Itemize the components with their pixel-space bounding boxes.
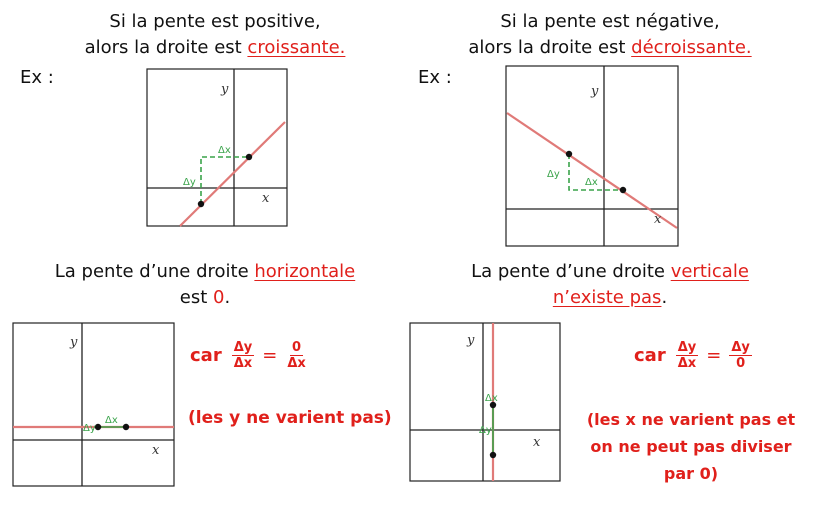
positive-title-prefix: alors la droite est xyxy=(84,37,248,58)
negative-slope-graph xyxy=(505,65,679,248)
horizontal-note: (les y ne varient pas) xyxy=(188,408,392,428)
horizontal-title-line1 xyxy=(20,260,390,284)
vertical-note xyxy=(572,406,810,487)
positive-example-label: Ex : xyxy=(20,67,54,88)
positive-title-line1: Si la pente est positive, xyxy=(109,11,321,32)
delta-x-label: Δx xyxy=(585,177,598,188)
vertical-period: . xyxy=(661,287,668,308)
x-axis-label: x xyxy=(533,435,541,450)
vertical-line-graph xyxy=(409,322,561,483)
y-axis-label: y xyxy=(467,333,475,348)
delta-y-label: Δy xyxy=(479,425,492,436)
x-axis-label: x xyxy=(152,443,160,458)
point-b xyxy=(123,424,129,430)
vertical-title-line1 xyxy=(430,260,790,284)
formula-lhs-den: Δx xyxy=(677,356,697,371)
vertical-note-line1: (les x ne varient pas et xyxy=(586,410,796,429)
horizontal-line-graph xyxy=(12,322,175,487)
delta-x-label: Δx xyxy=(105,415,118,426)
formula-rhs-num: 0 xyxy=(292,340,302,355)
formula-rhs xyxy=(729,340,752,371)
vertical-note-line3: par 0) xyxy=(663,464,719,483)
horizontal-keyword: horizontale xyxy=(254,261,356,282)
delta-y-label: Δy xyxy=(183,177,196,188)
horizontal-title-prefix: La pente d’une droite xyxy=(54,261,255,282)
point-b xyxy=(490,452,496,458)
positive-keyword: croissante. xyxy=(247,37,346,58)
horizontal-zero: 0 xyxy=(213,287,225,308)
x-axis-label: x xyxy=(654,212,662,227)
horizontal-formula xyxy=(190,340,310,371)
horizontal-title-line2 xyxy=(20,286,390,310)
negative-title-line2 xyxy=(455,36,765,60)
point-a xyxy=(198,201,204,207)
point-b xyxy=(246,154,252,160)
vertical-formula xyxy=(634,340,754,371)
vertical-title-prefix: La pente d’une droite xyxy=(471,261,671,282)
graph-frame xyxy=(13,323,174,486)
point-b xyxy=(620,187,626,193)
vertical-title-line2 xyxy=(430,286,790,310)
vertical-note-line2: on ne peut pas diviser xyxy=(590,437,792,456)
formula-rhs-den: Δx xyxy=(287,356,306,371)
delta-x-label: Δx xyxy=(218,145,231,156)
negative-title-line1: Si la pente est négative, xyxy=(500,11,720,32)
y-axis-label: y xyxy=(221,82,229,97)
formula-car: car xyxy=(634,345,666,366)
point-a xyxy=(566,151,572,157)
y-axis-label: y xyxy=(591,84,599,99)
y-axis-label: y xyxy=(70,335,78,350)
delta-y-label: Δy xyxy=(83,423,96,434)
negative-keyword: décroissante. xyxy=(631,37,752,58)
negative-example-label: Ex : xyxy=(418,67,452,88)
negative-title-prefix: alors la droite est xyxy=(468,37,632,58)
vertical-not-exist: n’existe pas xyxy=(552,287,662,308)
formula-lhs xyxy=(232,340,255,371)
vertical-keyword: verticale xyxy=(670,261,749,282)
x-axis-label: x xyxy=(262,191,270,206)
formula-lhs-num: Δy xyxy=(233,340,253,355)
formula-lhs-den: Δx xyxy=(233,356,253,371)
formula-rhs xyxy=(285,340,307,371)
formula-equals: = xyxy=(706,345,722,366)
delta-y-label: Δy xyxy=(547,169,560,180)
formula-rhs-num: Δy xyxy=(731,340,750,355)
formula-equals: = xyxy=(262,345,278,366)
positive-slope-graph xyxy=(146,68,288,228)
formula-car: car xyxy=(190,345,222,366)
formula-lhs xyxy=(676,340,699,371)
formula-rhs-den: 0 xyxy=(736,356,746,371)
positive-title-line2 xyxy=(60,36,370,60)
delta-x-label: Δx xyxy=(485,393,498,404)
formula-lhs-num: Δy xyxy=(677,340,697,355)
horizontal-title-prefix2: est xyxy=(179,287,214,308)
horizontal-period: . xyxy=(224,287,231,308)
